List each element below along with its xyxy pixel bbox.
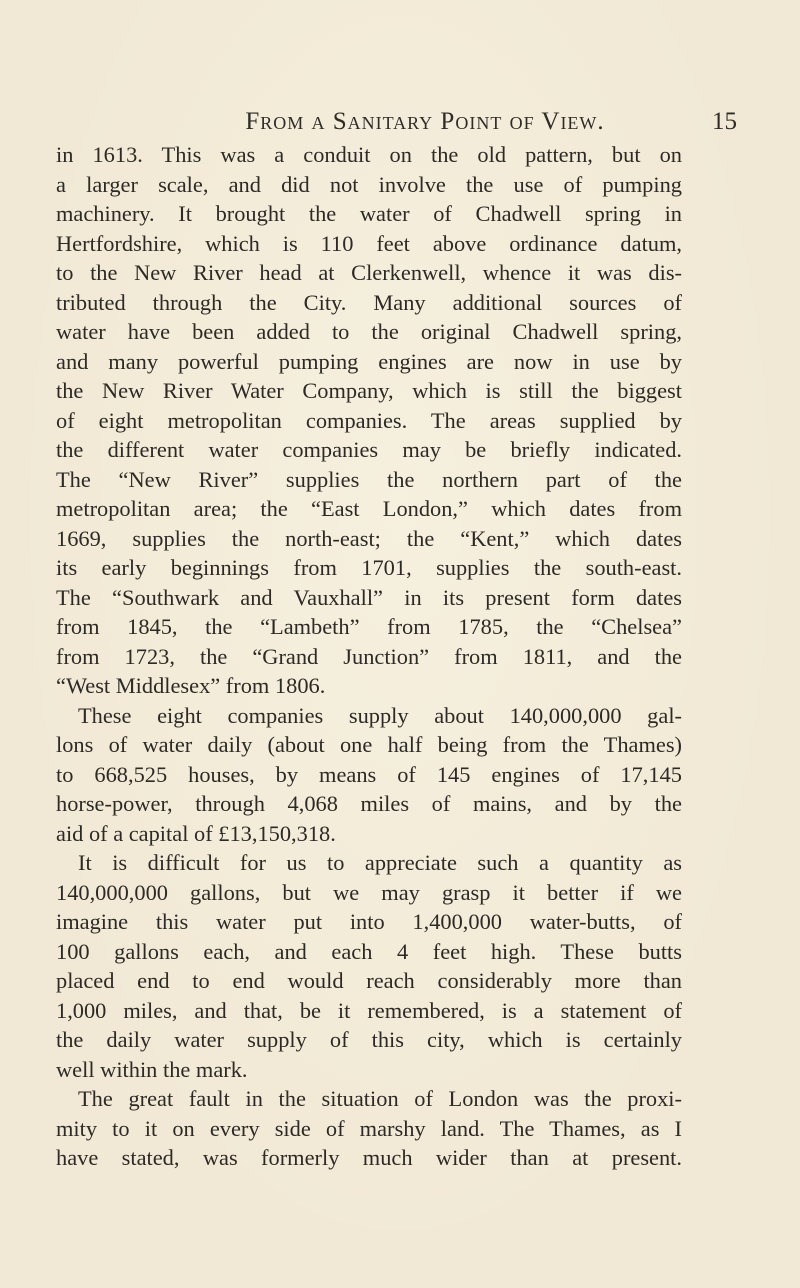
text-line: to the New River head at Clerkenwell, whence it was dis- [56,260,682,285]
text-line: The great fault in the situation of London was the proxi- [78,1086,682,1111]
text-line: The “New River” supplies the northern part of the [56,466,682,492]
text-line: machinery. It brought the water of Chadwell spring in [56,201,682,226]
text-line: from 1723, the “Grand Junction” from 1811, and the [56,643,682,669]
text-line: the daily water supply of this city, which is certainly [56,1027,682,1052]
text-line: 1,000 miles, and that, be it remembered, is a statement of [56,997,682,1023]
text-line: well within the mark. [56,1056,248,1082]
page-number: 15 [712,108,737,135]
text-line: These eight companies supply about 140,000,000 gal- [78,702,682,728]
text-line: of eight metropolitan companies. The areas supplied by [56,407,682,433]
text-line: 100 gallons each, and each 4 feet high. These butts [56,938,682,964]
text-line: tributed through the City. Many additional sources of [56,289,682,315]
body-text [56,140,682,1173]
text-line: Hertfordshire, which is 110 feet above ordinance datum, [56,230,682,256]
text-line: horse-power, through 4,068 miles of mains, and by the [56,791,682,816]
text-line: 1669, supplies the north-east; the “Kent,” which dates [56,525,682,551]
text-line: metropolitan area; the “East London,” which dates from [56,496,682,521]
text-line: the New River Water Company, which is still the biggest [56,378,682,403]
text-line: mity to it on every side of marshy land. The Thames, as I [56,1115,682,1141]
text-line: its early beginnings from 1701, supplies the south-east. [56,555,682,580]
text-line: a larger scale, and did not involve the use of pumping [56,171,682,197]
text-line: placed end to end would reach considerably more than [56,968,682,993]
text-line: lons of water daily (about one half being from the Thames) [56,732,682,757]
text-line: water have been added to the original Chadwell spring, [56,319,682,344]
text-line: The “Southwark and Vauxhall” in its present form dates [56,584,682,610]
text-line: in 1613. This was a conduit on the old pattern, but on [56,142,682,167]
text-line: from 1845, the “Lambeth” from 1785, the “Chelsea” [56,614,682,639]
text-line: It is difficult for us to appreciate such a quantity as [78,850,682,875]
text-line: and many powerful pumping engines are now in use by [56,348,682,374]
text-line: to 668,525 houses, by means of 145 engines of 17,145 [56,761,682,787]
text-line: aid of a capital of £13,150,318. [56,820,336,846]
text-line: the different water companies may be briefly indicated. [56,437,682,462]
running-head-title: From a Sanitary Point of View. [245,108,605,135]
text-line: imagine this water put into 1,400,000 water-butts, of [56,909,682,934]
text-line: have stated, was formerly much wider than at present. [56,1145,682,1170]
text-line: “West Middlesex” from 1806. [56,673,326,698]
text-line: 140,000,000 gallons, but we may grasp it better if we [56,879,682,905]
